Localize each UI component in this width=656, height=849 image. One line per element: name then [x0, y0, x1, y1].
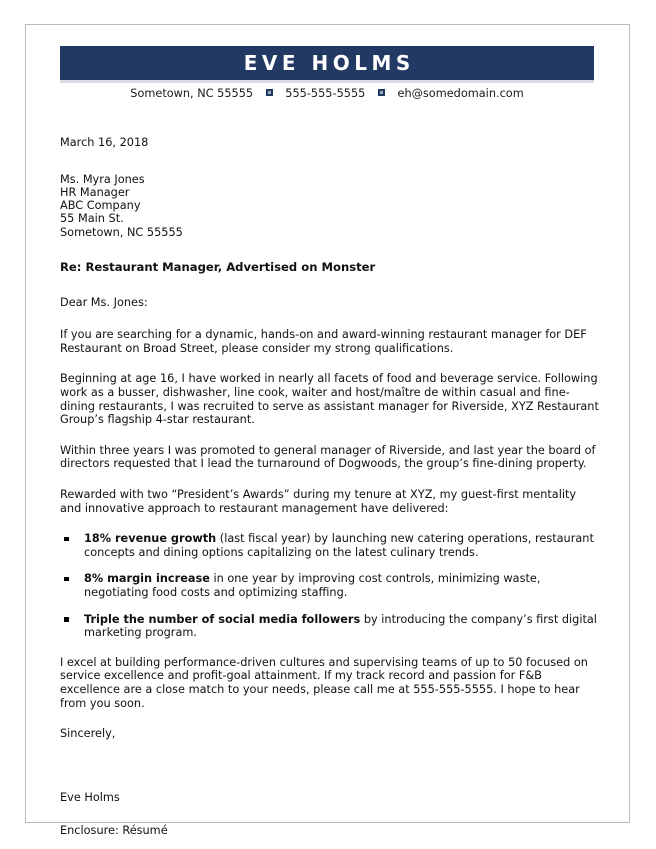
applicant-name: EVE HOLMS [243, 51, 415, 75]
signature-name: Eve Holms [60, 790, 120, 804]
square-separator-icon [378, 89, 385, 96]
body-paragraph-4: Rewarded with two “President’s Awards” during my tenure at XYZ, my guest-first mentality and innovative approach to restaurant management have delivered: [60, 488, 577, 515]
contact-info-line [60, 86, 594, 102]
recipient-company: ABC Company [60, 199, 141, 213]
achievements-list [60, 532, 599, 640]
square-bullet-icon [64, 617, 69, 622]
list-item [60, 532, 599, 559]
recipient-street: 55 Main St. [60, 212, 124, 226]
letter-body [60, 136, 599, 838]
letter-date: March 16, 2018 [60, 136, 149, 149]
square-bullet-icon [64, 577, 69, 582]
list-item [60, 572, 599, 599]
recipient-name: Ms. Myra Jones [60, 172, 145, 186]
closing-paragraph: I excel at building performance-driven cultures and supervising teams of up to 50 focused on service excellence and profit-goal attainment. If my track record and passion for F&B excellence are a close match to your needs, please call me at 555-555-5555. I hope to hear from you soon. [60, 655, 588, 710]
enclosure-note: Enclosure: Résumé [60, 824, 168, 838]
achievement-lead: 18% revenue growth [84, 532, 217, 546]
subject-line: Re: Restaurant Manager, Advertised on Monster [60, 260, 376, 275]
contact-email: eh@somedomain.com [397, 87, 524, 100]
salutation: Dear Ms. Jones: [60, 295, 148, 309]
recipient-city-state-zip: Sometown, NC 55555 [60, 225, 183, 239]
achievement-lead: Triple the number of social media followers [84, 612, 361, 626]
achievement-text: (last fiscal year) by launching new catering operations, restaurant concepts and dining options capitalizing on the latest culinary trends. [84, 532, 594, 559]
square-separator-icon [266, 89, 273, 96]
letter-page [25, 24, 630, 838]
contact-location: Sometown, NC 55555 [130, 87, 254, 100]
contact-phone: 555-555-5555 [285, 87, 366, 100]
recipient-title: HR Manager [60, 185, 130, 199]
complimentary-close: Sincerely, [60, 727, 116, 741]
achievement-text: by introducing the company’s first digital marketing program. [84, 612, 597, 640]
name-header-band [60, 46, 594, 80]
body-paragraph-2: Beginning at age 16, I have worked in nearly all facets of food and beverage service. Following work as a busser, dishwasher, line cook, waiter and host/maître de within casual and fine-dining restaurants, I was recruited to serve as assistant manager for Riverside, XYZ Restaurant Group’s flagship 4-star restaurant. [60, 372, 599, 427]
achievement-text: in one year by improving cost controls, minimizing waste, negotiating food costs and optimizing staffing. [84, 572, 541, 599]
achievement-lead: 8% margin increase [84, 572, 210, 586]
list-item [60, 613, 599, 640]
body-paragraph-3: Within three years I was promoted to general manager of Riverside, and last year the board of directors requested that I lead the turnaround of Dogwoods, the group’s fine-dining property. [60, 443, 596, 471]
body-paragraph-1: If you are searching for a dynamic, hands-on and award-winning restaurant manager for DEF Restaurant on Broad Street, please consider my strong qualifications. [60, 328, 587, 355]
recipient-address-block [60, 173, 599, 239]
square-bullet-icon [64, 537, 69, 542]
